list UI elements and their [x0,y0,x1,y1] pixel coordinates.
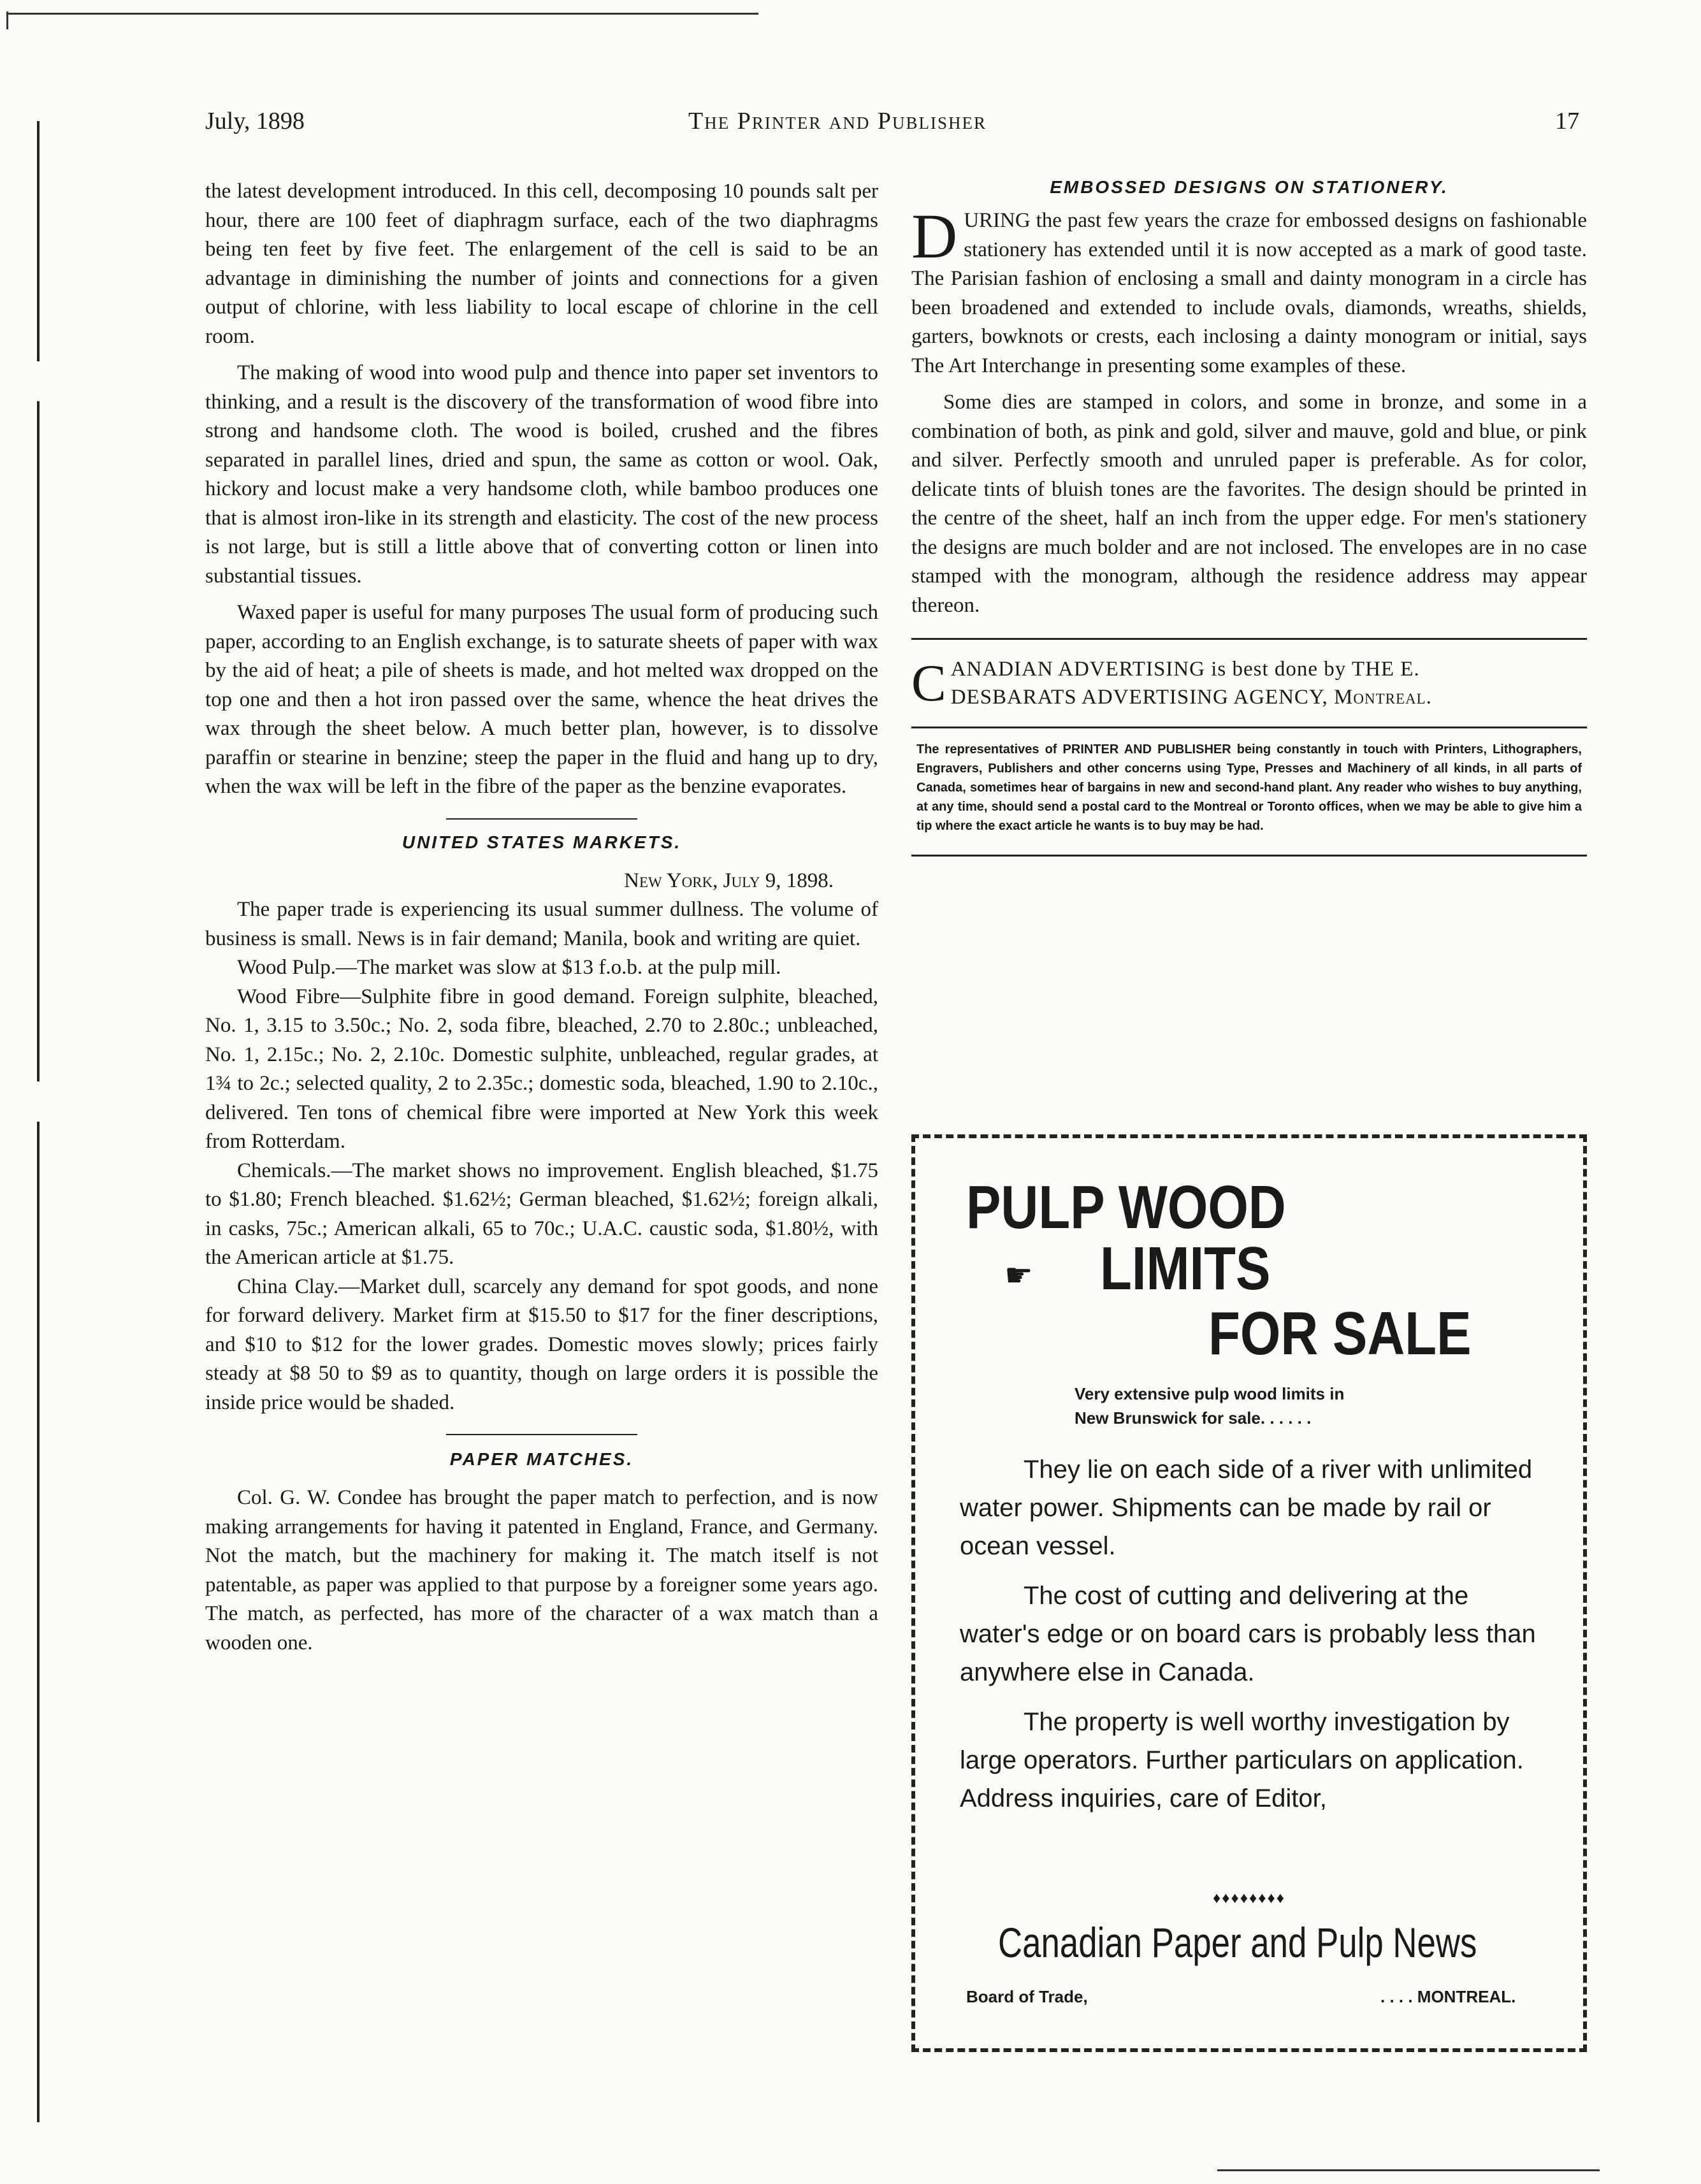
ad-address-left: Board of Trade, [966,1987,1088,2006]
us-markets-paragraph: Chemicals.—The market shows no improvement. English bleached, $1.75 to $1.80; French bleached. $1.62½; German bleached, $1.62½; foreign alkali, in casks, 75c.; American alkali, 65 to 70c.; U.A.C. caustic soda, $1.80½, with the American article at $1.75. [205,1159,878,1269]
left-column [205,177,878,1658]
us-markets-dateline: New York, July 9, 1898. [624,869,834,892]
pointing-hand-icon: ☛ [1004,1257,1033,1293]
waxed-paper-paragraph: Waxed paper is useful for many purposes The usual form of producing such paper, according to an English exchange, is to saturate sheets of paper with wax by the aid of heat; a pile of sheets is made, and hot melted wax dropped on the top one and then a hot iron passed over the same, whence the heat drives the wax through the sheet below. A much better plan, however, is to dissolve paraffin or stearine in benzine; steep the paper in the fluid and hang up to dry, when the wax will be left in the fibre of the paper as the benzine evaporates. [205,601,878,798]
embossed-paragraph-1 [911,201,1587,380]
ad-publisher: Canadian Paper and Pulp News [998,1919,1477,1966]
section-rule [911,855,1587,857]
ad-paragraph: The property is well worthy investigation by large operators. Further particulars on application. Address inquiries, care of Editor, [960,1708,1524,1812]
header-title: The Printer and Publisher [688,108,987,134]
embossed-paragraph-2: Some dies are stamped in colors, and some in bronze, and some in a combination of both, as pink and gold, silver and mauve, gold and blue, or pink and silver. Perfectly smooth and unruled paper is preferable. As for color, delicate tints of bluish tones are the favorites. The design should be printed in the centre of the sheet, half an inch from the upper edge. For men's stationery the designs are much bolder and are not inclosed. The envelopes are in no case stamped with the monogram, although the residence address may appear thereon. [911,391,1587,617]
intro-paragraph: the latest development introduced. In this cell, decomposing 10 pounds salt per hour, there are 100 feet of diaphragm surface, each of the two diaphragms being ten feet by five feet. The enlargement of the cell is said to be an advantage in diminishing the number of joints and connections for a given output of chlorine, with less liability to local escape of chlorine in the cell room. [205,180,878,348]
ad-subline-1: Very extensive pulp wood limits in [1075,1384,1345,1403]
us-markets-paragraph: Wood Pulp.—The market was slow at $13 f.o.b. at the pulp mill. [237,956,781,979]
us-markets-paragraph: China Clay.—Market dull, scarcely any demand for spot goods, and none for forward delivery. Market firm at $15.50 to $17 for the finer descriptions, and $10 to $12 for the lower grades. Domestic moves slowly; prices fairly steady at $8 50 to $9 as to quantity, though on large orders it is possible the inside price would be shaded. [205,1275,878,1414]
ad-title-line-1: PULP WOOD [966,1173,1286,1241]
drop-cap: D [911,201,958,271]
us-markets-paragraph: Wood Fibre—Sulphite fibre in good demand. Foreign sulphite, bleached, No. 1, 3.15 to 3.50c.; No. 2, soda fibre, bleached, 2.70 to 2.80c.; unbleached, No. 1, 2.15c.; No. 2, 2.10c. Domestic sulphite, unbleached, regular grades, at 1¾ to 2c.; selected quality, 2 to 2.35c.; domestic soda, bleached, 1.90 to 2.10c., delivered. Ten tons of chemical fibre were imported at New York this week from Rotterdam. [205,985,878,1153]
us-markets-heading: UNITED STATES MARKETS. [402,832,682,852]
wood-pulp-paragraph: The making of wood into wood pulp and thence into paper set inventors to thinking, and a result is the discovery of the transformation of wood fibre into strong and handsome cloth. The wood is boiled, crushed and the fibres separated in parallel lines, dried and spun, the same as cotton or wool. Oak, hickory and locust make a very handsome cloth, while bamboo produces one that is almost iron-like in its strength and elasticity. The cost of the new process is not large, but is still a little above that of converting cotton or linen into substantial tissues. [205,361,878,588]
page-number: 17 [1555,108,1579,134]
section-rule [446,818,637,820]
ad-ornament: ♦♦♦♦♦♦♦♦ [1213,1890,1285,1907]
ad-paragraph: The cost of cutting and delivering at the water's edge or on board cars is probably less than anywhere else in Canada. [960,1582,1536,1686]
section-rule [911,727,1587,728]
embossed-heading: EMBOSSED DESIGNS ON STATIONERY. [1050,177,1449,197]
left-binding-line [37,121,40,2122]
ad-title-line-3: FOR SALE [1208,1299,1472,1368]
ad-address-right: . . . . MONTREAL. [1380,1987,1516,2006]
us-markets-paragraph: The paper trade is experiencing its usual summer dullness. The volume of business is small. News is in fair demand; Manila, book and writing are quiet. [205,898,878,950]
section-rule [446,1434,637,1435]
advertising-notice [911,655,1587,711]
top-scan-edge-left [6,11,8,29]
section-rule [911,638,1587,640]
embossed-paragraph-text: the past few years the craze for embossed designs on fashionable stationery has extended until it is now accepted as a mark of good taste. The Parisian fashion of enclosing a small and dainty monogram in a circle has been broadened and extended to include ovals, diamonds, wreaths, shields, garters, bowknots or crests, each inclosing a dainty monogram or initial, says The Art Interchange in presenting some examples of these. [911,209,1587,377]
ad-paragraph: They lie on each side of a river with unlimited water power. Shipments can be made by rail or ocean vessel. [960,1456,1533,1560]
header-date: July, 1898 [205,108,305,134]
first-word: URING [964,209,1031,232]
top-scan-edge [6,13,758,15]
paper-matches-heading: PAPER MATCHES. [449,1449,634,1469]
ad-subline-2: New Brunswick for sale. . . . . . [1075,1408,1312,1428]
paper-matches-paragraph: Col. G. W. Condee has brought the paper match to perfection, and is now making arrangements for having it patented in England, France, and Germany. Not the match, but the machinery for making it. The match itself is not patentable, as paper was applied to that purpose by a foreigner some years ago. The match, as perfected, has more of the character of a wax match than a wooden one. [205,1486,878,1654]
right-column [911,177,1587,857]
representatives-notice: The representatives of PRINTER AND PUBLISHER being constantly in touch with Printers, Lithographers, Engravers, Publishers and other concerns using Type, Presses and Machinery of all kinds, in all parts of Canada, sometimes hear of bargains in new and second-hand plant. Any reader who wishes to buy anything, at any time, should send a postal card to the Montreal or Toronto offices, when we may be able to give him a tip where the exact article he wants is to buy may be had. [916,742,1582,833]
ad-title-line-2: LIMITS [1100,1234,1271,1303]
ad-body [960,1450,1546,1818]
pulp-wood-ad [911,1134,1587,2052]
bottom-scan-edge [1217,2169,1600,2171]
advertising-line-1: ANADIAN ADVERTISING is best done by THE E. [950,658,1420,681]
advertising-drop-cap: C [911,654,947,712]
advertising-line-2: DESBARATS ADVERTISING AGENCY, Montreal. [950,686,1432,709]
